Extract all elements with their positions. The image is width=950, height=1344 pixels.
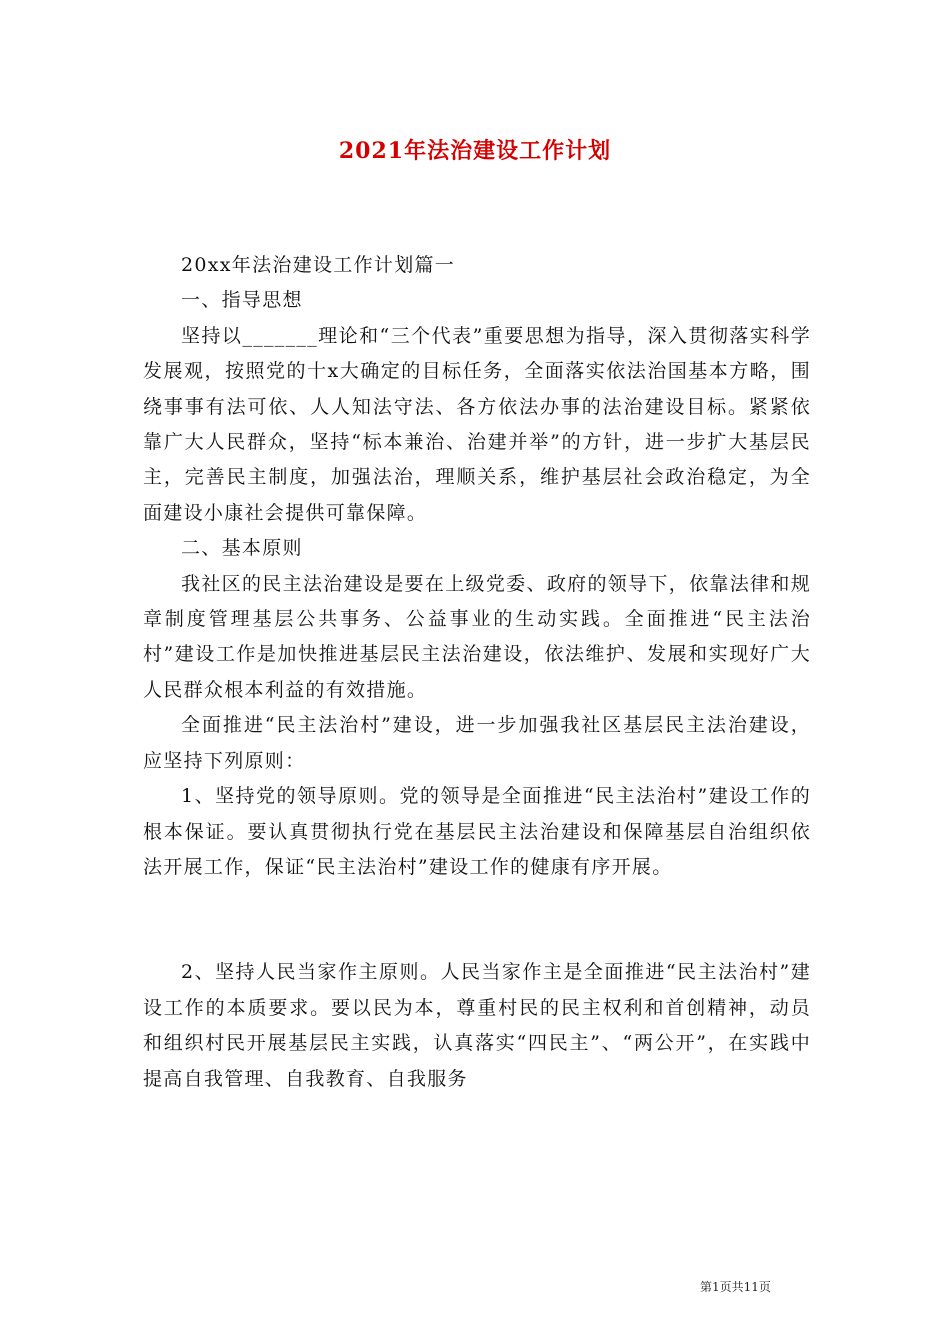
page-number: 第1页共11页 xyxy=(700,1280,771,1294)
subheading-basic-principles: 二、基本原则 xyxy=(181,537,303,560)
section-heading: 20xx年法治建设工作计划篇一 xyxy=(181,254,456,276)
subheading-guiding-ideology: 一、指导思想 xyxy=(181,289,303,312)
document-body xyxy=(143,248,811,1097)
document-title: 2021年法治建设工作计划 xyxy=(338,138,612,164)
paragraph-guiding-ideology: 坚持以_______理论和“三个代表”重要思想为指导，深入贯彻落实科学发展观，按照党的十x大确定的目标任务，全面落实依法治国基本方略，围绕事事有法可依、人人知法守法、各方依法办事的法治建设目标。紧紧依靠广大人民群众，坚持“标本兼治、治建并举”的方针，进一步扩大基层民主，完善民主制度，加强法治，理顺关系，维护基层社会政治稳定，为全面建设小康社会提供可靠保障。 xyxy=(143,324,811,524)
paragraph-principles-intro: 我社区的民主法治建设是要在上级党委、政府的领导下，依靠法律和规章制度管理基层公共事务、公益事业的生动实践。全面推进“民主法治村”建设工作是加快推进基层民主法治建设，依法维护、发展和实现好广大人民群众根本利益的有效措施。 xyxy=(143,572,811,701)
paragraph-principles-list-intro: 全面推进“民主法治村”建设，进一步加强我社区基层民主法治建设，应坚持下列原则： xyxy=(143,714,811,772)
paragraph-principle-1: 1、坚持党的领导原则。党的领导是全面推进“民主法治村”建设工作的根本保证。要认真贯彻执行党在基层民主法治建设和保障基层自治组织依法开展工作，保证“民主法治村”建设工作的健康有序开展。 xyxy=(143,785,811,878)
paragraph-principle-2: 2、坚持人民当家作主原则。人民当家作主是全面推进“民主法治村”建设工作的本质要求。要以民为本，尊重村民的民主权利和首创精神，动员和组织村民开展基层民主实践，认真落实“四民主”、“两公开”，在实践中提高自我管理、自我教育、自我服务 xyxy=(143,961,811,1090)
